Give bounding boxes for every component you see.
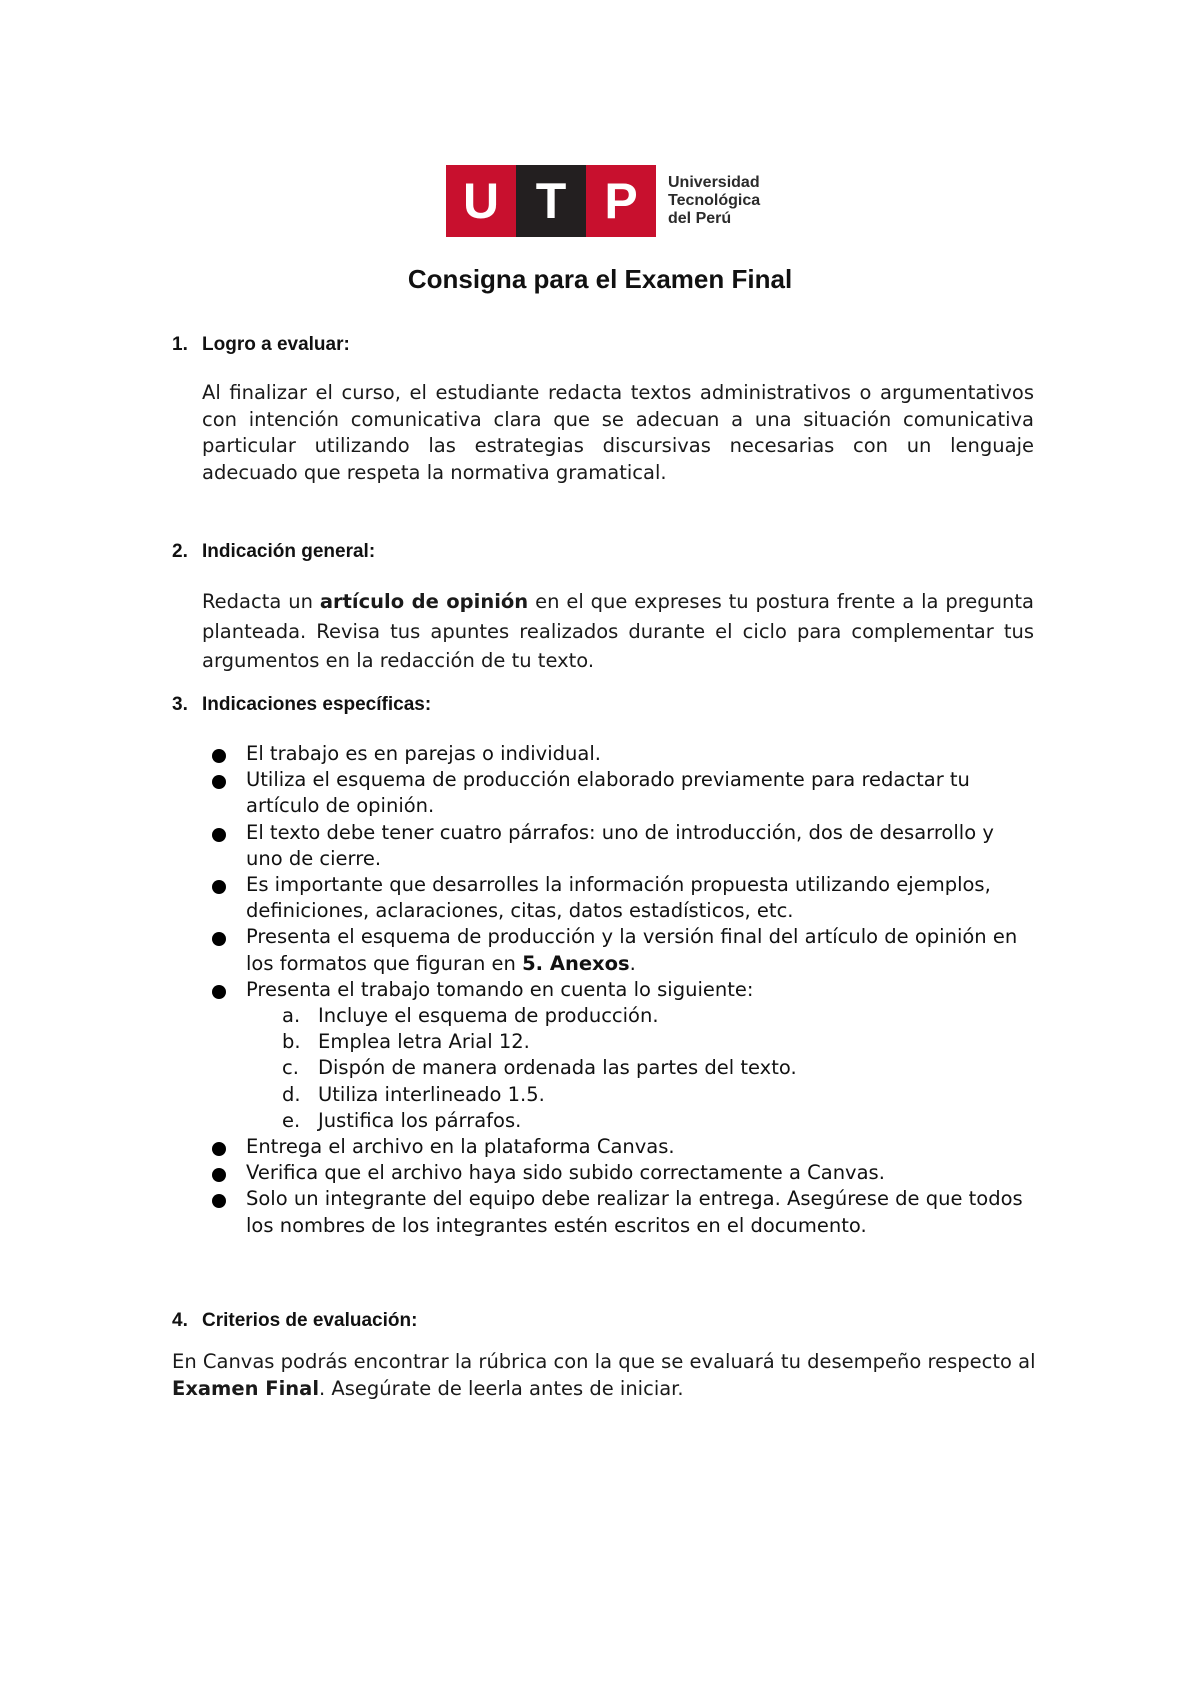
page-title: Consigna para el Examen Final	[407, 264, 793, 294]
indicacion-paragraph	[202, 587, 1034, 676]
sublist-letter: a.	[282, 1004, 301, 1028]
section-number: 3.	[172, 694, 188, 715]
sublist-letter: c.	[282, 1056, 299, 1080]
list-item-text: Presenta el esquema de producción y la versión final del artículo de opinión en los formatos que figuran en	[246, 925, 1018, 975]
list-item	[212, 741, 1032, 767]
section-title: Indicaciones específicas:	[202, 694, 432, 715]
sublist-text: Justifica los párrafos.	[318, 1108, 522, 1132]
sublist-letter: b.	[282, 1030, 301, 1054]
list-item-text: Entrega el archivo en la plataforma Canvas.	[246, 1135, 675, 1159]
section-title: Criterios de evaluación:	[202, 1310, 418, 1331]
text-run: Redacta un	[202, 590, 320, 613]
section-title: Indicación general:	[202, 541, 376, 562]
list-item-text: Solo un integrante del equipo debe realizar la entrega. Asegúrese de que todos los nombres de los integrantes estén escritos en el documento.	[246, 1187, 1023, 1237]
list-item	[212, 924, 1032, 976]
text-run-bold: Examen Final	[172, 1376, 320, 1400]
utp-logo	[446, 165, 760, 237]
list-item	[212, 1160, 1032, 1186]
sublist-item	[246, 1055, 1032, 1081]
logo-letter-t: T	[516, 165, 586, 237]
list-item	[212, 872, 1032, 924]
sublist-item	[246, 1108, 1032, 1134]
bullet-icon	[212, 1194, 226, 1208]
section-heading-indicacion	[172, 541, 375, 563]
section-title: Logro a evaluar:	[202, 334, 350, 355]
specific-instructions-list	[212, 741, 1032, 1239]
section-number: 4.	[172, 1310, 188, 1331]
list-item	[212, 767, 1032, 819]
bullet-icon	[212, 1142, 226, 1156]
sublist-text: Utiliza interlineado 1.5.	[318, 1082, 545, 1106]
sublist-item	[246, 1029, 1032, 1055]
list-item-text-bold: 5. Anexos	[522, 951, 630, 975]
list-item-text: Es importante que desarrolles la información propuesta utilizando ejemplos, definiciones, aclaraciones, citas, datos estadísticos, etc.	[246, 873, 991, 923]
sublist-letter: e.	[282, 1108, 301, 1132]
text-run-bold: artículo de opinión	[319, 590, 529, 613]
logo-letter-u: U	[446, 165, 516, 237]
list-item-text: Verifica que el archivo haya sido subido correctamente a Canvas.	[246, 1161, 885, 1185]
list-item-text: El trabajo es en parejas o individual.	[246, 742, 601, 765]
section-heading-especificas	[172, 694, 431, 716]
bullet-icon	[212, 828, 226, 842]
section-number: 2.	[172, 541, 188, 562]
bullet-icon	[212, 932, 226, 946]
section-heading-criterios	[172, 1310, 417, 1332]
list-item	[212, 1186, 1032, 1238]
sublist-text: Incluye el esquema de producción.	[318, 1004, 659, 1028]
list-item	[212, 1134, 1032, 1160]
text-run: En Canvas podrás encontrar la rúbrica con la que se evaluará tu desempeño respecto al	[172, 1350, 1036, 1373]
text-run: en el que expreses tu postura frente a la pregunta planteada. Revisa tus apuntes realizados durante el ciclo para complementar tus argumentos en la redacción de tu texto.	[202, 590, 1034, 672]
sublist-item	[246, 1082, 1032, 1108]
list-item-text: El texto debe tener cuatro párrafos: uno de introducción, dos de desarrollo y uno de cierre.	[246, 820, 994, 870]
format-sublist	[246, 1003, 1032, 1134]
logo-letter-p: P	[586, 165, 656, 237]
bullet-icon	[212, 775, 226, 789]
section-heading-logro	[172, 334, 350, 356]
logro-paragraph: Al finalizar el curso, el estudiante redacta textos administrativos o argumentativos con intención comunicativa clara que se adecuan a una situación comunicativa particular utilizando las estrategias discursivas necesarias con un lenguaje adecuado que respeta la normativa gramatical.	[202, 381, 1034, 484]
criterios-paragraph	[172, 1349, 1052, 1402]
list-item	[212, 977, 1032, 1134]
bullet-icon	[212, 985, 226, 999]
section-number: 1.	[172, 334, 188, 355]
logo-wordmark	[668, 174, 760, 228]
bullet-icon	[212, 880, 226, 894]
list-item-text: Presenta el trabajo tomando en cuenta lo siguiente:	[246, 977, 754, 1001]
sublist-item	[246, 1003, 1032, 1029]
logo-line-3: del Perú	[668, 210, 732, 227]
list-item-text: .	[629, 951, 636, 975]
logo-line-1: Universidad	[668, 174, 760, 191]
sublist-letter: d.	[282, 1082, 301, 1106]
sublist-text: Dispón de manera ordenada las partes del texto.	[318, 1056, 797, 1080]
bullet-icon	[212, 1168, 226, 1182]
text-run: . Asegúrate de leerla antes de iniciar.	[319, 1376, 684, 1400]
list-item	[212, 820, 1032, 872]
list-item-text: Utiliza el esquema de producción elaborado previamente para redactar tu artículo de opinión.	[246, 768, 970, 818]
logo-line-2: Tecnológica	[668, 192, 761, 209]
sublist-text: Emplea letra Arial 12.	[318, 1030, 530, 1054]
bullet-icon	[212, 749, 226, 763]
